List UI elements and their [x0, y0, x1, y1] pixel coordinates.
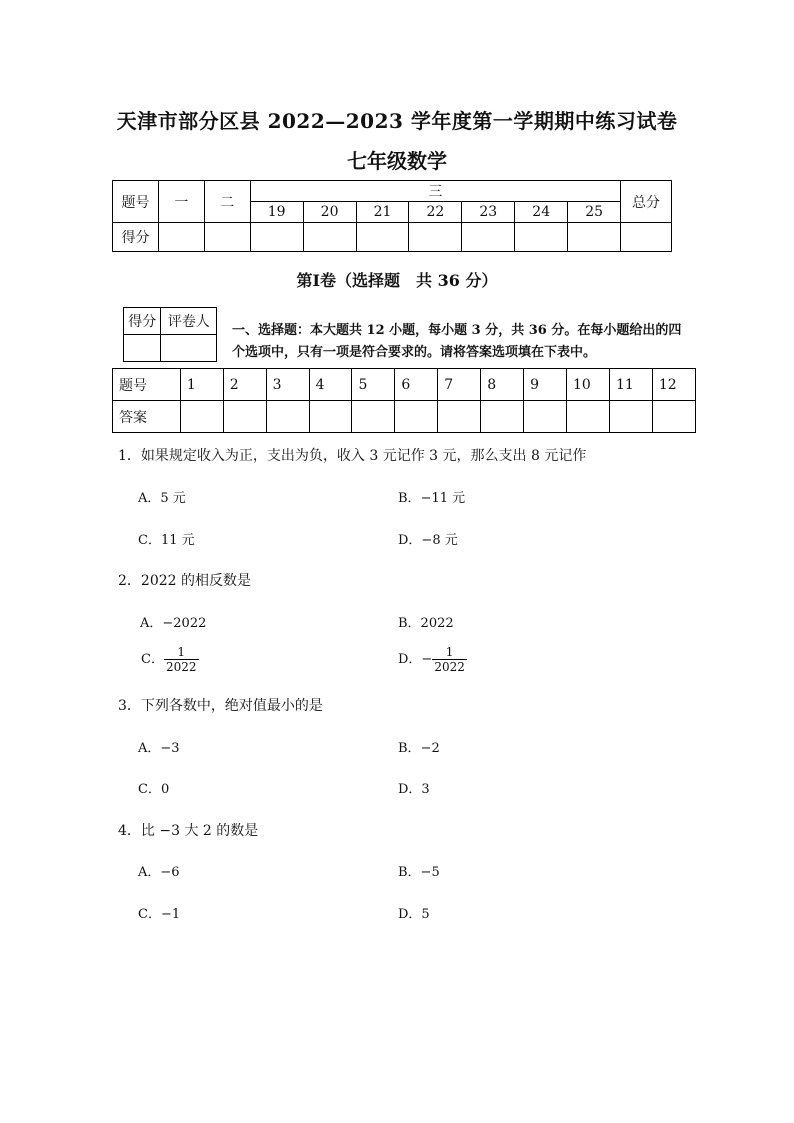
answer-cell[interactable] — [395, 401, 438, 433]
question-2-option-b: B．2022 — [398, 616, 454, 631]
score-table-item: 19 — [250, 202, 303, 223]
score-table-item: 23 — [462, 202, 515, 223]
fraction-numerator: 1 — [445, 645, 454, 659]
answer-cell[interactable] — [309, 401, 352, 433]
score-cell[interactable] — [158, 223, 204, 252]
score-table-part-2: 二 — [204, 181, 250, 223]
answer-cell[interactable] — [609, 401, 652, 433]
question-1-option-a: A．5 元 — [138, 491, 186, 506]
question-3-stem: 3．下列各数中，绝对值最小的是 — [118, 698, 323, 714]
question-4-option-a: A．−6 — [138, 865, 180, 880]
score-cell[interactable] — [250, 223, 303, 252]
question-2-option-a: A．−2022 — [140, 616, 207, 631]
score-cell[interactable] — [356, 223, 409, 252]
score-table-item: 21 — [356, 202, 409, 223]
question-4-option-d: D．5 — [398, 907, 430, 922]
answer-table-number: 4 — [309, 369, 352, 401]
answer-table-number: 12 — [652, 369, 695, 401]
question-2-option-c-fraction — [164, 645, 199, 674]
exam-subtitle: 七年级数学 — [347, 149, 447, 173]
answer-table-number: 5 — [352, 369, 395, 401]
answer-table-number: 2 — [223, 369, 266, 401]
score-cell[interactable] — [568, 223, 621, 252]
answer-table — [112, 368, 696, 433]
answer-cell[interactable] — [223, 401, 266, 433]
score-table-item: 20 — [303, 202, 356, 223]
section-heading: 第Ⅰ卷（选择题 共 36 分） — [296, 271, 498, 290]
score-table-part-3: 三 — [250, 181, 620, 202]
score-table-part-1: 一 — [158, 181, 204, 223]
score-table-item: 25 — [568, 202, 621, 223]
section-instructions: 一、选择题：本大题共 12 小题，每小题 3 分，共 36 分。在每小题给出的四个选项中，只有一项是符合要求的。请将答案选项填在下表中。 — [232, 323, 682, 360]
score-table — [112, 180, 672, 252]
answer-cell[interactable] — [438, 401, 481, 433]
score-cell[interactable] — [462, 223, 515, 252]
answer-table-label-number: 题号 — [113, 369, 181, 401]
score-cell[interactable] — [303, 223, 356, 252]
score-table-item: 22 — [409, 202, 462, 223]
question-2-option-d-fraction — [432, 645, 467, 674]
fraction-denominator: 2022 — [434, 660, 465, 674]
answer-table-number: 10 — [567, 369, 610, 401]
question-2-option-d — [398, 645, 467, 674]
grader-reviewer-cell[interactable] — [161, 335, 217, 362]
score-table-label-score: 得分 — [113, 223, 159, 252]
question-4-stem: 4．比 −3 大 2 的数是 — [118, 823, 259, 839]
grader-score-cell[interactable] — [124, 335, 161, 362]
question-3-option-d: D．3 — [398, 782, 430, 797]
question-1-stem: 1．如果规定收入为正，支出为负，收入 3 元记作 3 元，那么支出 8 元记作 — [118, 448, 587, 464]
answer-table-number: 11 — [609, 369, 652, 401]
answer-cell[interactable] — [266, 401, 309, 433]
question-1-option-d: D．−8 元 — [398, 533, 458, 548]
answer-table-number: 9 — [524, 369, 567, 401]
answer-table-number: 7 — [438, 369, 481, 401]
answer-cell[interactable] — [352, 401, 395, 433]
question-4-option-c: C．−1 — [138, 907, 181, 922]
score-cell[interactable] — [621, 223, 672, 252]
grader-score-label: 得分 — [124, 308, 161, 335]
question-3-option-c: C．0 — [138, 782, 170, 797]
answer-cell[interactable] — [180, 401, 223, 433]
score-cell[interactable] — [204, 223, 250, 252]
score-cell[interactable] — [409, 223, 462, 252]
question-1-option-c: C．11 元 — [138, 533, 195, 548]
answer-cell[interactable] — [524, 401, 567, 433]
answer-table-label-answer: 答案 — [113, 401, 181, 433]
answer-table-number: 1 — [180, 369, 223, 401]
question-4-option-b: B．−5 — [398, 865, 440, 880]
question-2-stem: 2．2022 的相反数是 — [118, 573, 251, 589]
question-2-option-c — [141, 645, 199, 674]
fraction-numerator: 1 — [177, 645, 186, 659]
question-1-option-b: B．−11 元 — [398, 491, 466, 506]
score-table-item: 24 — [515, 202, 568, 223]
question-3-option-a: A．−3 — [138, 741, 180, 756]
score-cell[interactable] — [515, 223, 568, 252]
answer-table-number: 8 — [481, 369, 524, 401]
answer-table-number: 3 — [266, 369, 309, 401]
question-2-option-c-label: C． — [141, 652, 164, 667]
answer-cell[interactable] — [652, 401, 695, 433]
answer-cell[interactable] — [481, 401, 524, 433]
score-table-label-number: 题号 — [113, 181, 159, 223]
grader-reviewer-label: 评卷人 — [161, 308, 217, 335]
fraction-denominator: 2022 — [165, 660, 197, 674]
grader-table — [123, 307, 217, 362]
answer-table-number: 6 — [395, 369, 438, 401]
answer-cell[interactable] — [567, 401, 610, 433]
question-3-option-b: B．−2 — [398, 741, 440, 756]
question-2-option-d-label: D．− — [398, 652, 433, 667]
score-table-total: 总分 — [621, 181, 672, 223]
exam-title: 天津市部分区县 2022—2023 学年度第一学期期中练习试卷 — [116, 109, 678, 133]
